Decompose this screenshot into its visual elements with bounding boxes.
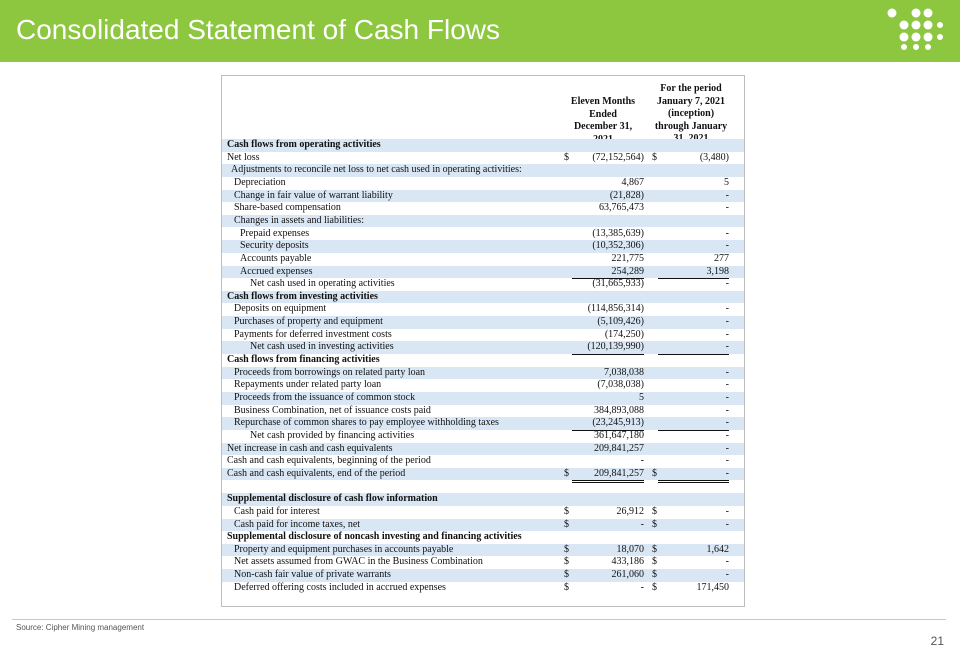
col2-value: - bbox=[725, 189, 729, 201]
statement-row bbox=[222, 177, 744, 190]
col2-value: - bbox=[725, 316, 729, 328]
col2-value: 3,198 bbox=[658, 266, 729, 280]
statement-row bbox=[222, 430, 744, 443]
col1-value: 361,647,180 bbox=[572, 430, 644, 444]
statement-row bbox=[222, 367, 744, 380]
row-label: Repurchase of common shares to pay employee withholding taxes bbox=[234, 417, 499, 429]
statement-row bbox=[222, 341, 744, 354]
col2-value: - bbox=[725, 569, 729, 581]
statement-row bbox=[222, 278, 744, 291]
col1-value: 7,038,038 bbox=[604, 366, 644, 378]
col1-dollar-sign: $ bbox=[564, 581, 569, 593]
row-label: Net assets assumed from GWAC in the Business Combination bbox=[234, 556, 483, 568]
col1-value: (114,856,314) bbox=[587, 303, 644, 315]
col2-dollar-sign: $ bbox=[652, 518, 657, 530]
row-label: Payments for deferred investment costs bbox=[234, 328, 392, 340]
col1-value: - bbox=[572, 455, 644, 469]
row-label: Prepaid expenses bbox=[240, 227, 310, 239]
header-bar bbox=[0, 0, 960, 62]
col2-dollar-sign: $ bbox=[652, 151, 657, 163]
row-label: Accounts payable bbox=[240, 252, 312, 264]
row-label: Cash and cash equivalents, beginning of the period bbox=[227, 455, 431, 467]
statement-row bbox=[222, 468, 744, 481]
col2-dollar-sign: $ bbox=[652, 569, 657, 581]
col1-dollar-sign: $ bbox=[564, 467, 569, 479]
col1-value: - bbox=[640, 518, 644, 530]
row-label: Supplemental disclosure of noncash investing and financing activities bbox=[227, 531, 522, 543]
statement-row bbox=[222, 253, 744, 266]
row-label: Net increase in cash and cash equivalents bbox=[227, 442, 393, 454]
col2-dollar-sign: $ bbox=[652, 467, 657, 479]
row-label: Changes in assets and liabilities: bbox=[234, 214, 364, 226]
row-label: Cash flows from investing activities bbox=[227, 290, 378, 302]
col2-value: - bbox=[725, 227, 729, 239]
row-label: Purchases of property and equipment bbox=[234, 316, 383, 328]
column-header-inception-period: For the period January 7, 2021 (inception) through January bbox=[654, 83, 728, 132]
page-number: 21 bbox=[930, 634, 944, 648]
col2-value: - bbox=[658, 417, 729, 431]
col1-dollar-sign: $ bbox=[564, 556, 569, 568]
col2-value: - bbox=[725, 202, 729, 214]
col2-value: - bbox=[725, 240, 729, 252]
col1-value: (23,245,913) bbox=[572, 417, 644, 431]
dot-grid-logo-icon bbox=[887, 8, 943, 50]
row-label: Cash and cash equivalents, end of the period bbox=[227, 467, 406, 479]
row-label: Non-cash fair value of private warrants bbox=[234, 569, 391, 581]
row-label: Accrued expenses bbox=[240, 265, 313, 277]
col1-value: 384,893,088 bbox=[594, 404, 644, 416]
col2-dollar-sign: $ bbox=[652, 543, 657, 555]
row-label: Deposits on equipment bbox=[234, 303, 327, 315]
statement-row bbox=[222, 582, 744, 595]
statement-row bbox=[222, 139, 744, 152]
row-label: Share-based compensation bbox=[234, 202, 341, 214]
col1-value: (7,038,038) bbox=[597, 379, 644, 391]
col1-value: (174,250) bbox=[572, 329, 644, 343]
statement-row bbox=[222, 506, 744, 519]
statement-row bbox=[222, 303, 744, 316]
col1-value: 4,867 bbox=[621, 176, 644, 188]
col2-value: - bbox=[725, 303, 729, 315]
col1-dollar-sign: $ bbox=[564, 505, 569, 517]
row-label: Net loss bbox=[227, 151, 260, 163]
col1-value: (72,152,564) bbox=[592, 151, 644, 163]
row-label: Change in fair value of warrant liability bbox=[234, 189, 393, 201]
col1-value: 433,186 bbox=[611, 556, 644, 568]
col1-value: 5 bbox=[639, 392, 644, 403]
row-label: Business Combination, net of issuance costs paid bbox=[234, 404, 431, 416]
statement-row bbox=[222, 202, 744, 215]
col1-dollar-sign: $ bbox=[564, 151, 569, 163]
col1-value: 221,775 bbox=[611, 252, 644, 264]
row-label: Adjustments to reconcile net loss to net cash used in operating activities: bbox=[231, 164, 522, 176]
col2-value: - bbox=[725, 379, 729, 391]
statement-row bbox=[222, 164, 744, 177]
statement-row bbox=[222, 316, 744, 329]
footer-divider bbox=[12, 619, 946, 620]
statement-row bbox=[222, 493, 744, 506]
statement-row bbox=[222, 417, 744, 430]
col1-value: (13,385,639) bbox=[592, 227, 644, 239]
row-label: Proceeds from borrowings on related party loan bbox=[234, 366, 426, 378]
col2-dollar-sign: $ bbox=[652, 505, 657, 517]
statement-row bbox=[222, 392, 744, 405]
col2-value: - bbox=[658, 278, 729, 292]
col2-value: (3,480) bbox=[699, 151, 729, 163]
row-label: Deferred offering costs included in accrued expenses bbox=[234, 581, 446, 593]
row-label: Cash paid for interest bbox=[234, 505, 320, 517]
col1-dollar-sign: $ bbox=[564, 569, 569, 581]
statement-row bbox=[222, 291, 744, 304]
row-label: Property and equipment purchases in accounts payable bbox=[234, 543, 454, 555]
col2-value: 1,642 bbox=[706, 543, 729, 555]
statement-row bbox=[222, 481, 744, 494]
page-title: Consolidated Statement of Cash Flows bbox=[16, 14, 501, 45]
col1-value: (21,828) bbox=[609, 189, 644, 201]
statement-row bbox=[222, 556, 744, 569]
col2-value: 5 bbox=[724, 176, 729, 188]
statement-row bbox=[222, 519, 744, 532]
statement-row bbox=[222, 240, 744, 253]
col2-value: - bbox=[725, 505, 729, 517]
row-label: Proceeds from the issuance of common stock bbox=[234, 392, 416, 403]
col2-value: - bbox=[658, 329, 729, 343]
statement-row bbox=[222, 215, 744, 228]
statement-row bbox=[222, 443, 744, 456]
col1-value: 18,070 bbox=[616, 543, 644, 555]
col2-dollar-sign: $ bbox=[652, 581, 657, 593]
col2-value: 277 bbox=[714, 252, 729, 264]
row-label: Cash paid for income taxes, net bbox=[234, 518, 361, 530]
col2-value: - bbox=[658, 430, 729, 444]
col1-value: 209,841,257 bbox=[594, 442, 644, 454]
col2-value: 171,450 bbox=[696, 581, 729, 593]
col2-value: - bbox=[725, 442, 729, 454]
col2-value: - bbox=[725, 366, 729, 378]
statement-row bbox=[222, 152, 744, 165]
statement-row bbox=[222, 569, 744, 582]
col1-dollar-sign: $ bbox=[564, 543, 569, 555]
col1-value: (5,109,426) bbox=[597, 316, 644, 328]
col1-value: 63,765,473 bbox=[599, 202, 644, 214]
statement-row bbox=[222, 405, 744, 418]
row-label: Net cash provided by financing activities bbox=[250, 429, 415, 441]
col1-value: (31,665,933) bbox=[572, 278, 644, 292]
statement-row bbox=[222, 228, 744, 241]
statement-row bbox=[222, 354, 744, 367]
statement-row bbox=[222, 190, 744, 203]
col2-value: - bbox=[725, 518, 729, 530]
col2-value: - bbox=[658, 341, 729, 355]
col2-value: - bbox=[658, 455, 729, 469]
col2-value: - bbox=[658, 468, 729, 484]
row-label: Repayments under related party loan bbox=[234, 379, 382, 391]
row-label: Cash flows from operating activities bbox=[227, 139, 381, 150]
statement-row bbox=[222, 544, 744, 557]
col1-value: (10,352,306) bbox=[592, 240, 644, 252]
col2-value: - bbox=[725, 404, 729, 416]
row-label: Supplemental disclosure of cash flow information bbox=[227, 493, 438, 505]
col1-value: 26,912 bbox=[616, 505, 644, 517]
row-label: Net cash used in operating activities bbox=[250, 278, 395, 290]
statement-row bbox=[222, 266, 744, 279]
row-label: Security deposits bbox=[240, 240, 309, 252]
col1-value: 209,841,257 bbox=[572, 468, 644, 484]
col1-value: 254,289 bbox=[572, 266, 644, 280]
col1-value: - bbox=[640, 581, 644, 593]
source-note: Source: Cipher Mining management bbox=[16, 623, 145, 632]
col1-value: (120,139,990) bbox=[572, 341, 644, 355]
row-label: Depreciation bbox=[234, 176, 286, 188]
col2-dollar-sign: $ bbox=[652, 556, 657, 568]
col2-value: - bbox=[725, 556, 729, 568]
col1-dollar-sign: $ bbox=[564, 518, 569, 530]
col2-value: - bbox=[725, 392, 729, 403]
row-label: Net cash used in investing activities bbox=[250, 341, 394, 353]
statement-row bbox=[222, 379, 744, 392]
col1-value: 261,060 bbox=[611, 569, 644, 581]
cash-flow-statement bbox=[221, 75, 745, 607]
row-label: Cash flows from financing activities bbox=[227, 354, 380, 366]
column-header-eleven-months: Eleven Months Ended December 31, bbox=[570, 96, 636, 132]
statement-row bbox=[222, 329, 744, 342]
statement-row bbox=[222, 531, 744, 544]
statement-row bbox=[222, 455, 744, 468]
